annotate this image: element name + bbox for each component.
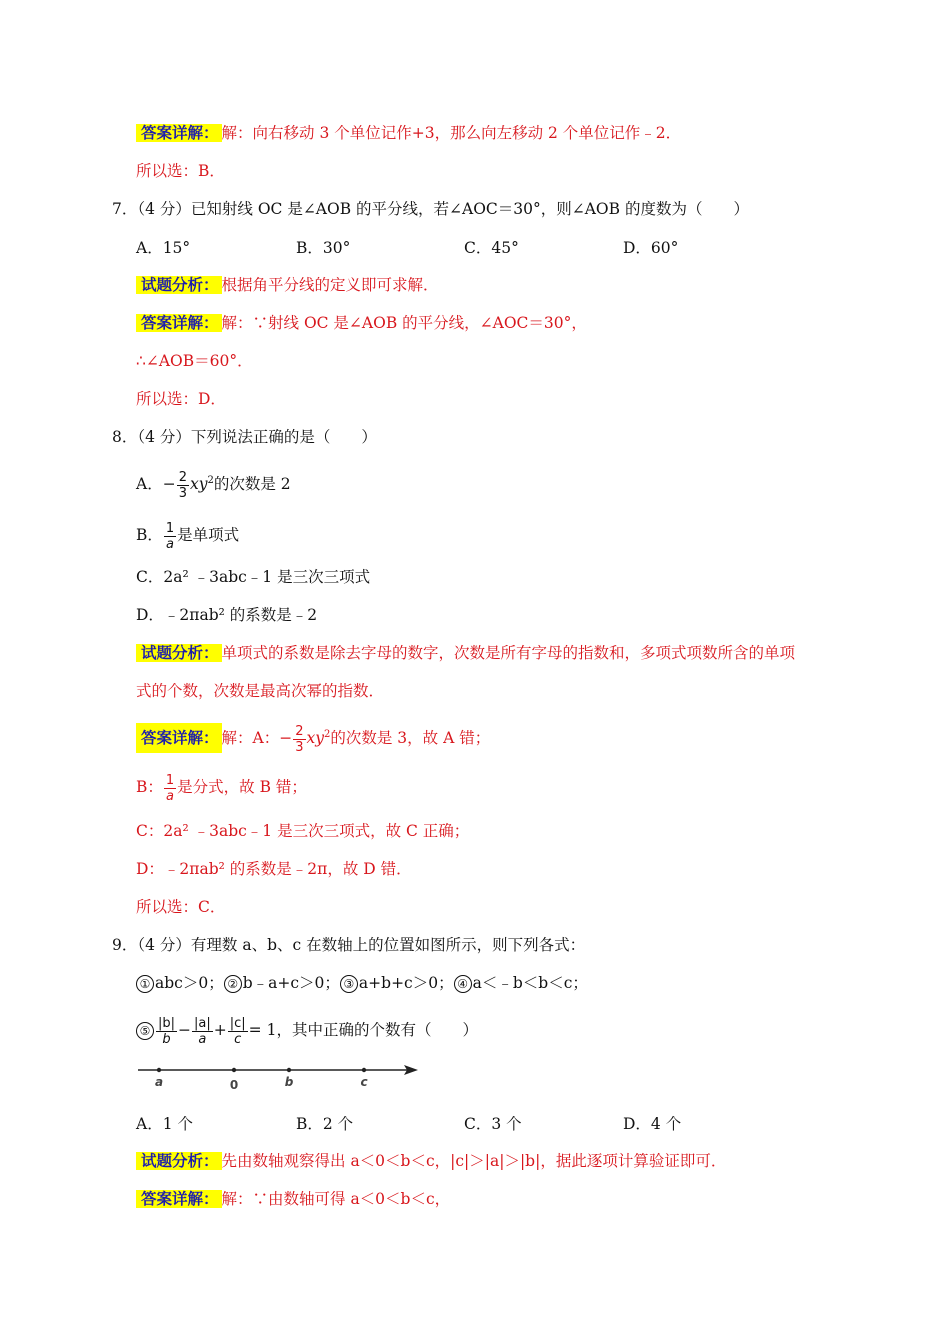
q7-analysis: 根据角平分线的定义即可求解． [221, 276, 439, 294]
answer-tag: 答案详解： [136, 314, 222, 332]
answer-tag: 答案详解： [136, 1190, 222, 1208]
q7-option-c: C．45° [464, 239, 519, 257]
q7-answer-text: 解：∵射线 OC 是∠AOB 的平分线，∠AOC＝30°， [221, 314, 587, 332]
q8-answer-b: B： $\frac{1}{a}$ 是分式，故 B 错； [136, 772, 307, 804]
point-a [157, 1068, 161, 1072]
q9-answer-line [136, 1188, 450, 1210]
q7-step2: ∴∠AOB＝60°． [136, 352, 253, 370]
q9-option-c: C．3 个 [464, 1115, 522, 1133]
q8-stem: 8．（4 分）下列说法正确的是（ ） [112, 428, 377, 446]
q9-option-d: D．4 个 [623, 1115, 682, 1133]
q7-stem: 7．（4 分）已知射线 OC 是∠AOB 的平分线，若∠AOC＝30°，则∠AOB 的度数为（ ） [112, 200, 749, 218]
q8-choose: 所以选：C． [136, 898, 226, 916]
point-c [362, 1068, 366, 1072]
analysis-tag: 试题分析： [136, 1152, 222, 1170]
q7-answer-line [136, 312, 587, 334]
axis-label-0: 0 [229, 1078, 239, 1092]
axis-label-b: b [284, 1075, 294, 1089]
number-line [130, 1058, 430, 1098]
q8-analysis-2: 式的个数，次数是最高次幂的指数． [136, 682, 385, 700]
q7-analysis-line [136, 274, 439, 296]
q7-choose: 所以选：D． [136, 390, 226, 408]
q6-choose: 所以选：B． [136, 162, 225, 180]
point-0 [232, 1068, 236, 1072]
q8-answer-d: D：﹣2πab² 的系数是﹣2π，故 D 错． [136, 860, 412, 878]
q9-stem: 9．（4 分）有理数 a、b、c 在数轴上的位置如图所示，则下列各式： [112, 936, 586, 954]
q9-option-b: B．2 个 [296, 1115, 354, 1133]
q7-option-d: D．60° [623, 239, 679, 257]
fraction: $\frac{|c|}{c}$ [229, 1015, 246, 1047]
q8-option-c: C．2a² ﹣3abc﹣1 是三次三项式 [136, 568, 371, 586]
q9-formulas: ① abc＞0； ② b﹣a+c＞0； ③ a+b+c＞0； ④ a＜﹣b＜b＜c； [136, 972, 588, 994]
q6-answer-text: 解：向右移动 3 个单位记作+3，那么向左移动 2 个单位记作﹣2． [221, 124, 682, 142]
q6-answer-line [136, 122, 681, 144]
q8-option-b: B． $\frac{1}{a}$ 是单项式 [136, 520, 240, 552]
q8-answer-line [136, 718, 490, 758]
q9-analysis-line [136, 1150, 726, 1172]
q9-formula-5: ⑤ $\frac{|b|}{b}$ − $\frac{|a|}{a}$ + $\frac{|c|}{c}$ = 1，其中正确的个数有（ ） [136, 1012, 478, 1048]
axis-label-c: c [360, 1075, 368, 1089]
analysis-tag: 试题分析： [136, 644, 222, 662]
point-b [287, 1068, 291, 1072]
analysis-tag: 试题分析： [136, 276, 222, 294]
fraction: $\frac{2}{3}$ [178, 469, 187, 501]
q8-answer-a: 解：A：− $\frac{2}{3}$ $xy^2$的次数是 3，故 A 错； [221, 723, 491, 755]
q8-option-a: A．− $\frac{2}{3}$ $xy^2$的次数是 2 [136, 469, 291, 501]
fraction: $\frac{|a|}{a}$ [194, 1015, 211, 1047]
q8-analysis-1: 单项式的系数是除去字母的数字，次数是所有字母的指数和，多项式项数所含的单项 [221, 644, 796, 662]
q8-option-d: D．﹣2πab² 的系数是﹣2 [136, 606, 318, 624]
q7-option-a: A．15° [136, 239, 191, 257]
answer-tag: 答案详解： [136, 723, 222, 753]
q9-option-a: A．1 个 [136, 1115, 193, 1133]
axis-label-a: a [154, 1075, 164, 1089]
answer-tag: 答案详解： [136, 124, 222, 142]
q8-answer-c: C：2a² ﹣3abc﹣1 是三次三项式，故 C 正确； [136, 822, 470, 840]
q8-analysis-line [136, 642, 795, 664]
fraction: $\frac{|b|}{b}$ [158, 1015, 176, 1047]
fraction: $\frac{1}{a}$ [165, 520, 175, 552]
q9-answer-text: 解：∵由数轴可得 a＜0＜b＜c， [221, 1190, 451, 1208]
q7-option-b: B．30° [296, 239, 351, 257]
q9-analysis: 先由数轴观察得出 a＜0＜b＜c，|c|＞|a|＞|b|，据此逐项计算验证即可． [221, 1152, 727, 1170]
